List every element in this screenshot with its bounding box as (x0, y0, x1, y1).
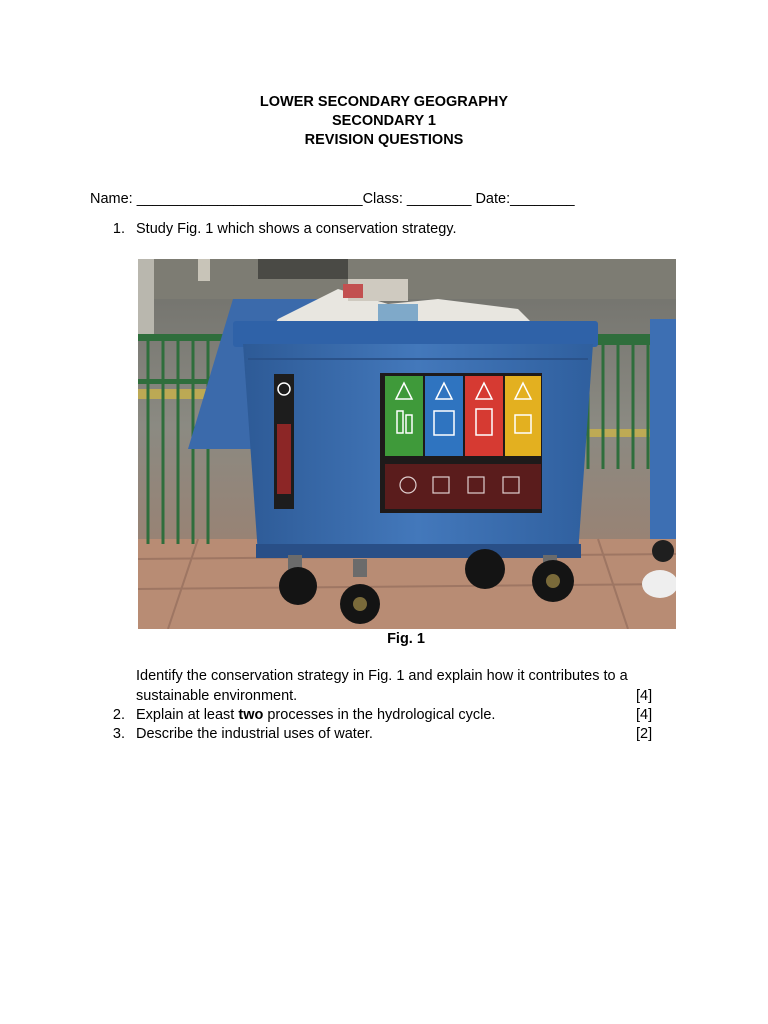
student-info-row (90, 190, 575, 209)
question-3-marks: [2] (636, 726, 653, 742)
question-1-marks: [4] (636, 688, 653, 704)
question-3-number: 3. (112, 726, 125, 742)
date-blank[interactable]: ________ (510, 191, 575, 207)
figure-recycling-bin-photo (138, 259, 676, 629)
title-line-1: LOWER SECONDARY GEOGRAPHY (259, 94, 509, 110)
question-3-text: Describe the industrial uses of water. (136, 726, 373, 742)
name-label: Name: (90, 191, 133, 207)
date-label: Date: (475, 191, 511, 207)
title-line-3: REVISION QUESTIONS (304, 132, 464, 148)
figure-caption: Fig. 1 (387, 631, 425, 647)
question-1-prompt-line-1: Identify the conservation strategy in Fig. 1 and explain how it contributes to a (136, 668, 628, 684)
class-label: Class: (362, 191, 403, 207)
question-2-text-bold: two (238, 707, 264, 723)
question-2-text-before: Explain at least (136, 707, 239, 723)
class-blank[interactable]: ________ (406, 191, 472, 207)
question-2-text (136, 706, 495, 725)
question-2-number: 2. (112, 707, 125, 723)
name-blank[interactable]: ____________________________ (136, 191, 363, 207)
question-1-intro: Study Fig. 1 which shows a conservation strategy. (136, 221, 457, 237)
question-1-prompt-line-2: sustainable environment. (136, 688, 298, 704)
title-line-2: SECONDARY 1 (332, 113, 436, 129)
recycling-bin-illustration (138, 259, 676, 629)
question-2-marks: [4] (636, 707, 653, 723)
question-2-text-after: processes in the hydrological cycle. (263, 707, 496, 723)
question-1-number: 1. (112, 221, 125, 237)
